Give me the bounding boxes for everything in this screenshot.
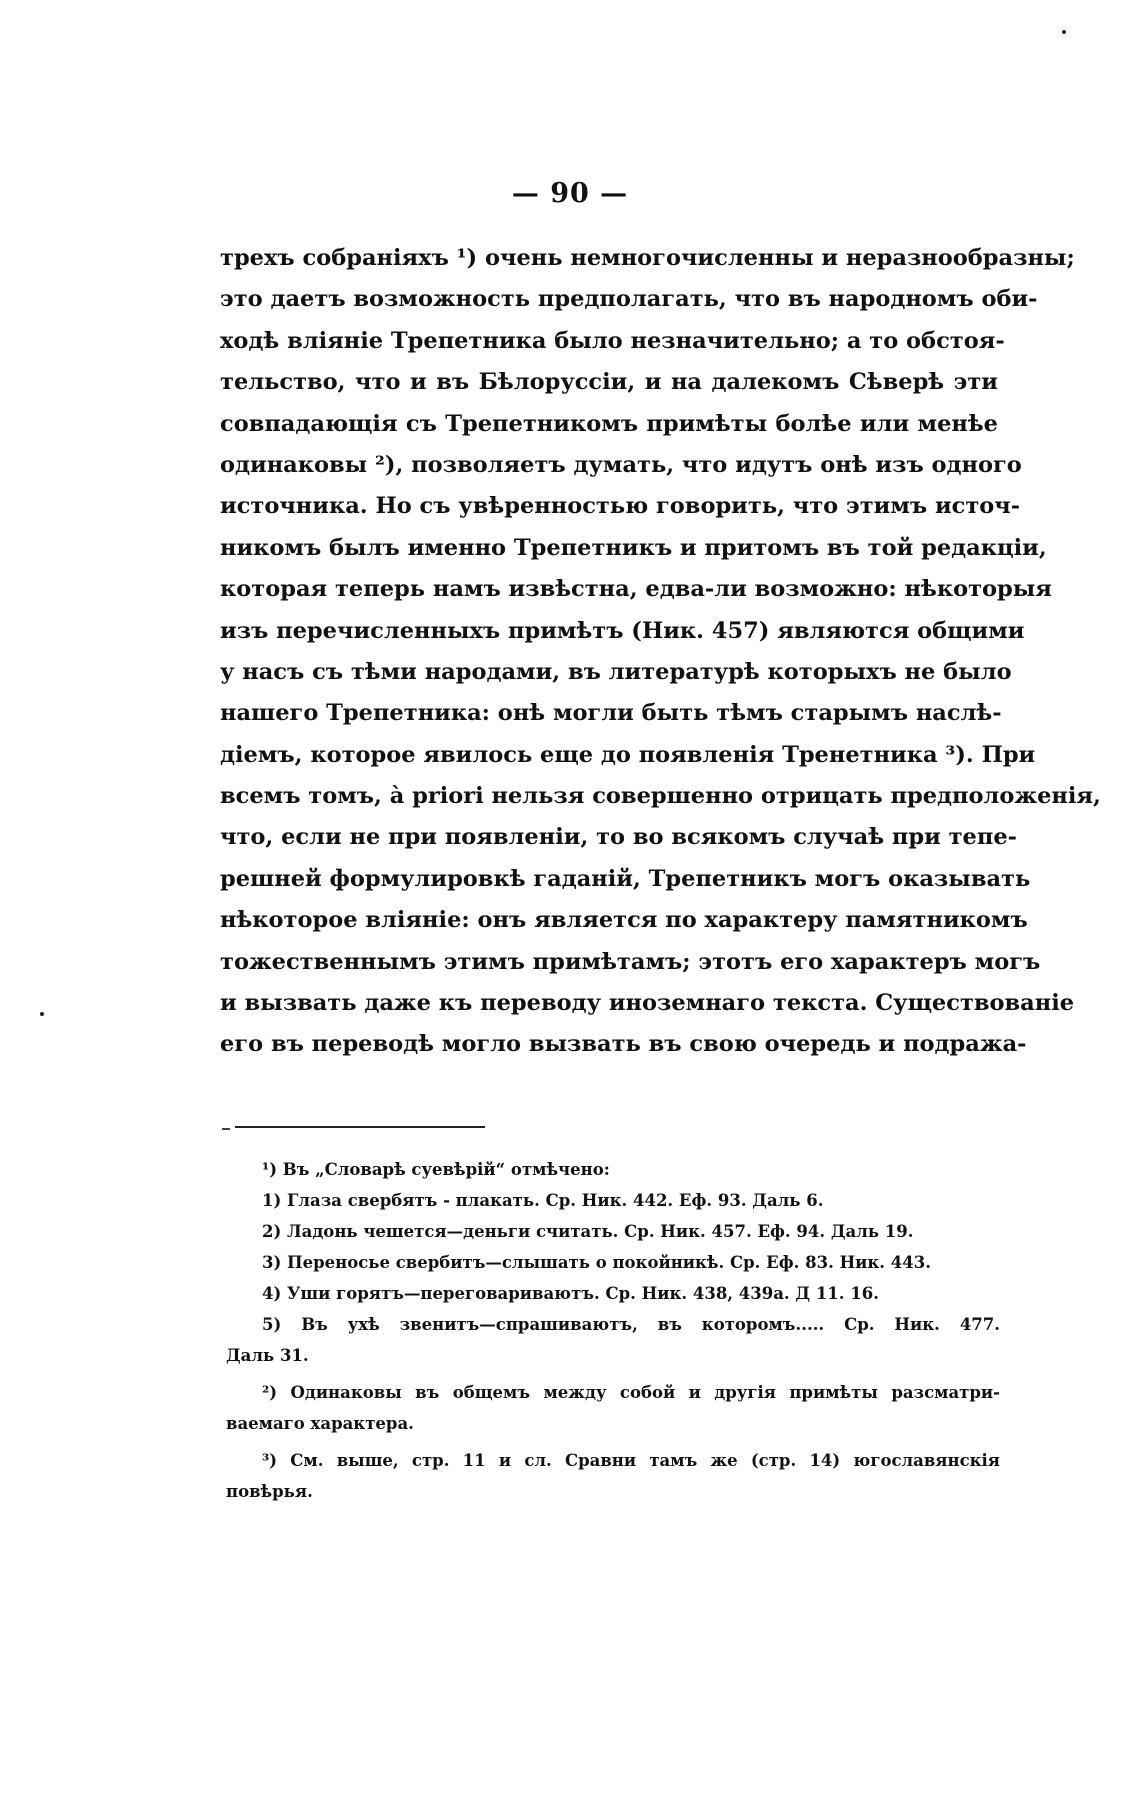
body-text <box>220 238 1101 1066</box>
scan-speck-margin <box>40 1012 44 1016</box>
body-line: его въ переводѣ могло вызвать въ свою очередь и подража- <box>220 1031 1027 1058</box>
body-line: источника. Но съ увѣренностью говорить, что этимъ источ- <box>220 493 1021 520</box>
body-line: ходѣ вліяніе Трепетника было незначительно; а то обстоя- <box>220 327 1005 354</box>
body-line: у насъ съ тѣми народами, въ литературѣ которыхъ не было <box>220 658 1012 685</box>
body-line: решней формулировкѣ гаданій, Трепетникъ могъ оказывать <box>220 865 1031 892</box>
body-line: трехъ собраніяхъ ¹) очень немногочисленны и неразнообразны; <box>220 245 1075 271</box>
body-line: что, если не при появленіи, то во всякомъ случаѣ при тепе- <box>220 824 1017 851</box>
body-line: одинаковы ²), позволяетъ думать, что идутъ онѣ изъ одного <box>220 451 1022 478</box>
body-line: это даетъ возможность предполагать, что въ народномъ оби- <box>220 286 1038 313</box>
body-line: изъ перечисленныхъ примѣтъ (Ник. 457) являются общими <box>220 617 1025 644</box>
footnote-entry-continuation: Даль 31. <box>226 1346 309 1365</box>
body-line: и вызвать даже къ переводу иноземнаго текста. Существованіе <box>220 990 1075 1017</box>
body-line: тельство, что и въ Бѣлоруссіи, и на далекомъ Сѣверѣ эти <box>220 369 998 396</box>
footnote-heading: ¹) Въ „Словарѣ суевѣрій“ отмѣчено: <box>262 1160 610 1179</box>
body-line: которая теперь намъ извѣстна, едва-ли возможно: нѣкоторыя <box>220 576 1052 603</box>
footnote-continuation: ваемаго характера. <box>226 1414 414 1433</box>
footnote-entry: 2) Ладонь чешется—деньги считать. Ср. Ник. 457. Еф. 94. Даль 19. <box>262 1222 914 1241</box>
footnote-continuation: повѣрья. <box>226 1482 313 1501</box>
page-number: — 90 — <box>511 178 629 209</box>
footnotes <box>226 1154 1000 1507</box>
scan-speck-top <box>1062 30 1066 34</box>
footnote-rule-tick <box>222 1128 230 1130</box>
body-line: нашего Трепетника: онѣ могли быть тѣмъ старымъ наслѣ- <box>220 700 1002 727</box>
footnote-entry: 1) Глаза свербятъ - плакать. Ср. Ник. 442. Еф. 93. Даль 6. <box>262 1191 824 1210</box>
body-line: никомъ былъ именно Трепетникъ и притомъ въ той редакціи, <box>220 534 1047 561</box>
body-line: совпадающія съ Трепетникомъ примѣты болѣе или менѣе <box>220 410 998 437</box>
footnote-entry: 4) Уши горятъ—переговариваютъ. Ср. Ник. 438, 439а. Д 11. 16. <box>262 1284 879 1303</box>
body-line: тожественнымъ этимъ примѣтамъ; этотъ его характеръ могъ <box>220 948 1041 975</box>
footnote: ²) Одинаковы въ общемъ между собой и другія примѣты разсматри- <box>262 1383 1000 1402</box>
footnote: ³) См. выше, стр. 11 и сл. Сравни тамъ же (стр. 14) югославянскія <box>262 1451 1000 1470</box>
body-line: діемъ, которое явилось еще до появленія Тренетника ³). При <box>220 741 1036 768</box>
footnote-rule <box>235 1126 485 1128</box>
footnote-entry: 5) Въ ухѣ звенитъ—спрашиваютъ, въ которомъ..... Ср. Ник. 477. <box>262 1315 1000 1334</box>
footnote-entry: 3) Переносье свербитъ—слышать о покойникѣ. Ср. Еф. 83. Ник. 443. <box>262 1253 931 1272</box>
body-line: нѣкоторое вліяніе: онъ является по характеру памятникомъ <box>220 907 1028 934</box>
body-line: всемъ томъ, à priori нельзя совершенно отрицать предположенія, <box>220 783 1101 810</box>
